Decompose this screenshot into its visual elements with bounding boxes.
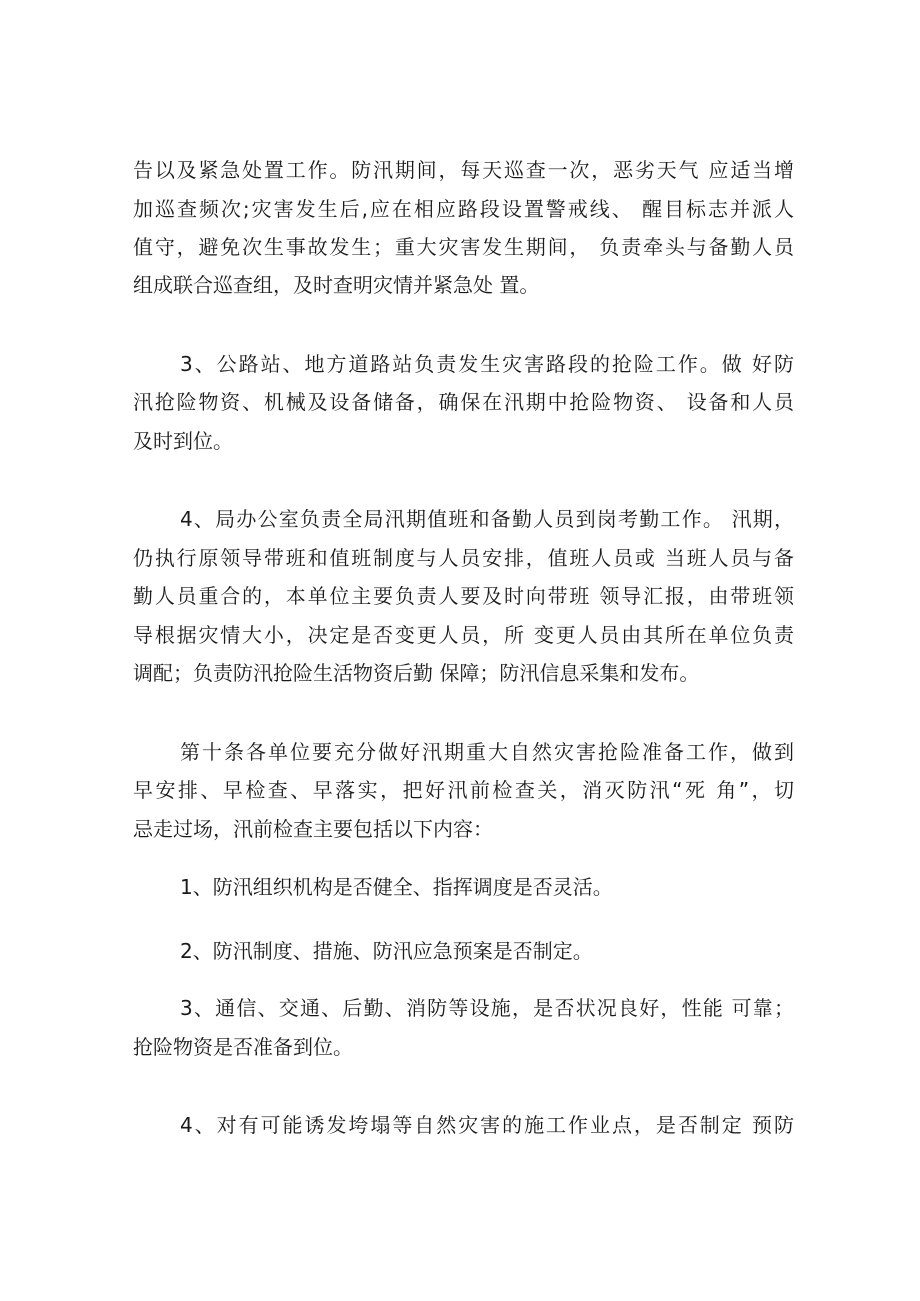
text-line: 告以及紧急处置工作。防汛期间，每天巡查一次，恶劣天气 应适当增 xyxy=(133,158,794,182)
text-line: 早安排、早检查、早落实，把好汛前检查关，消灭防汛“死 角”，切 xyxy=(133,778,794,802)
text-line: 4、局办公室负责全局汛期值班和备勤人员到岗考勤工作。 汛期， xyxy=(180,507,794,531)
text-line: 导根据灾情大小，决定是否变更人员，所 变更人员由其所在单位负责 xyxy=(133,623,794,647)
text-line: 调配；负责防汛抢险生活物资后勤 保障；防汛信息采集和发布。 xyxy=(133,661,700,685)
text-line: 组成联合巡查组，及时查明灾情并紧急处 置。 xyxy=(133,273,540,297)
text-line: 2、防汛制度、措施、防汛应急预案是否制定。 xyxy=(180,939,593,963)
text-line: 4、对有可能诱发垮塌等自然灾害的施工作业点，是否制定 预防 xyxy=(180,1113,794,1137)
text-line: 第十条各单位要充分做好汛期重大自然灾害抢险准备工作，做到 xyxy=(180,740,794,764)
text-line: 忌走过场，汛前检查主要包括以下内容： xyxy=(133,817,493,841)
text-line: 勤人员重合的，本单位主要负责人要及时向带班 领导汇报，由带班领 xyxy=(133,584,794,608)
text-line: 加巡查频次;灾害发生后,应在相应路段设置警戒线、 醒目标志并派人 xyxy=(133,197,794,221)
text-line: 1、防汛组织机构是否健全、指挥调度是否灵活。 xyxy=(180,875,613,899)
text-line: 仍执行原领导带班和值班制度与人员安排，值班人员或 当班人员与备 xyxy=(133,546,794,570)
text-line: 汛抢险物资、机械及设备储备，确保在汛期中抢险物资、 设备和人员 xyxy=(133,390,794,414)
text-line: 及时到位。 xyxy=(133,429,233,453)
text-line: 3、通信、交通、后勤、消防等设施，是否状况良好，性能 可靠； xyxy=(180,996,794,1020)
text-line: 抢险物资是否准备到位。 xyxy=(133,1035,353,1059)
text-line: 3、公路站、地方道路站负责发生灾害路段的抢险工作。做 好防 xyxy=(180,352,794,376)
text-line: 值守，避免次生事故发生；重大灾害发生期间， 负责牵头与备勤人员 xyxy=(133,235,794,259)
